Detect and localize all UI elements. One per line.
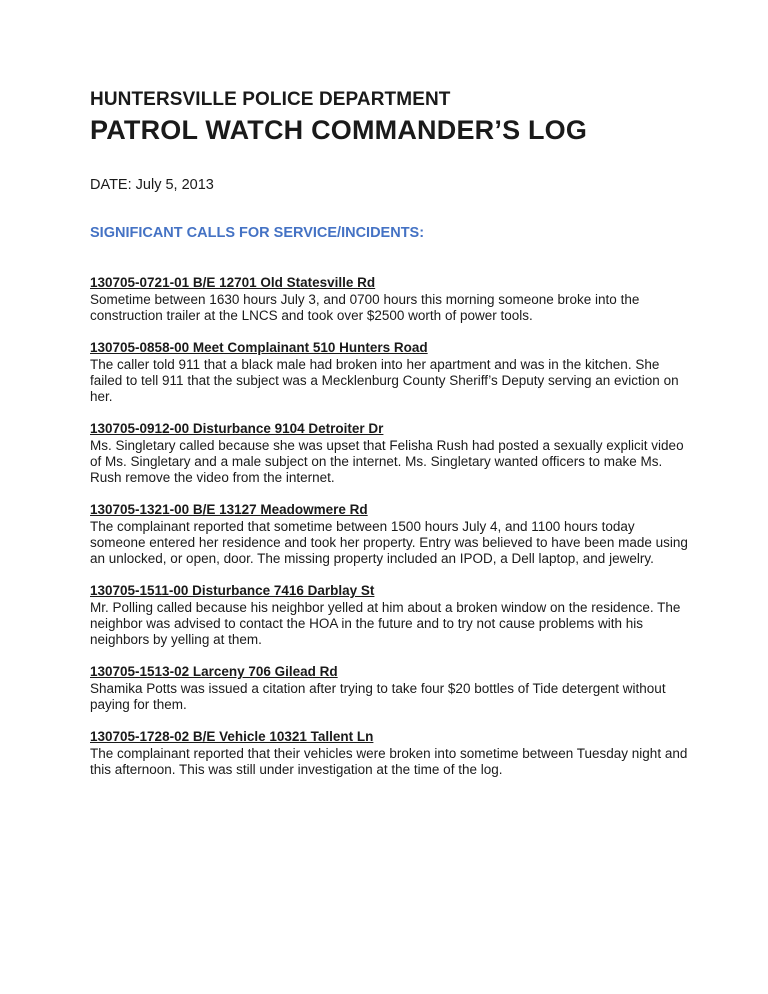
incident-title: 130705-1513-02 Larceny 706 Gilead Rd — [90, 664, 338, 679]
incident-title: 130705-1321-00 B/E 13127 Meadowmere Rd — [90, 502, 368, 517]
department-name: HUNTERSVILLE POLICE DEPARTMENT — [90, 89, 451, 110]
incident-title: 130705-0912-00 Disturbance 9104 Detroiter Dr — [90, 421, 384, 436]
incident-item — [90, 274, 690, 324]
incident-title: 130705-0858-00 Meet Complainant 510 Hunters Road — [90, 340, 428, 355]
log-date: DATE: July 5, 2013 — [90, 177, 214, 193]
incident-item — [90, 663, 690, 713]
incident-description: The caller told 911 that a black male had broken into her apartment and was in the kitchen. She failed to tell 911 that the subject was a Mecklenburg County Sheriff’s Deputy serving an eviction on her. — [90, 357, 679, 404]
section-heading: SIGNIFICANT CALLS FOR SERVICE/INCIDENTS: — [90, 225, 425, 241]
incident-description: Sometime between 1630 hours July 3, and 0700 hours this morning someone broke into the construction trailer at the LNCS and took over $2500 worth of power tools. — [90, 292, 640, 323]
incident-item — [90, 582, 690, 648]
incident-title: 130705-1728-02 B/E Vehicle 10321 Tallent Ln — [90, 729, 374, 744]
incident-item — [90, 501, 690, 567]
incident-item — [90, 420, 690, 486]
incident-item — [90, 339, 690, 405]
document-page — [90, 88, 690, 793]
incident-title: 130705-1511-00 Disturbance 7416 Darblay St — [90, 583, 375, 598]
incident-description: The complainant reported that sometime between 1500 hours July 4, and 1100 hours today someone entered her residence and took her property. Entry was believed to have been made using an unlocked, or open, door. The missing property included an IPOD, a Dell laptop, and jewelry. — [90, 519, 688, 566]
incident-description: Mr. Polling called because his neighbor yelled at him about a broken window on the residence. The neighbor was advised to contact the HOA in the future and to try not cause problems with his neighbors by yelling at them. — [90, 600, 681, 647]
incident-list — [90, 274, 690, 778]
incident-description: Shamika Potts was issued a citation after trying to take four $20 bottles of Tide detergent without paying for them. — [90, 681, 666, 712]
page-title: PATROL WATCH COMMANDER’S LOG — [90, 115, 588, 145]
incident-item — [90, 728, 690, 778]
incident-title: 130705-0721-01 B/E 12701 Old Statesville Rd — [90, 275, 376, 290]
incident-description: Ms. Singletary called because she was upset that Felisha Rush had posted a sexually explicit video of Ms. Singletary and a male subject on the internet. Ms. Singletary wanted officers to make Ms. Rush remove the video from the internet. — [90, 438, 684, 485]
incident-description: The complainant reported that their vehicles were broken into sometime between Tuesday night and this afternoon. This was still under investigation at the time of the log. — [90, 746, 688, 777]
